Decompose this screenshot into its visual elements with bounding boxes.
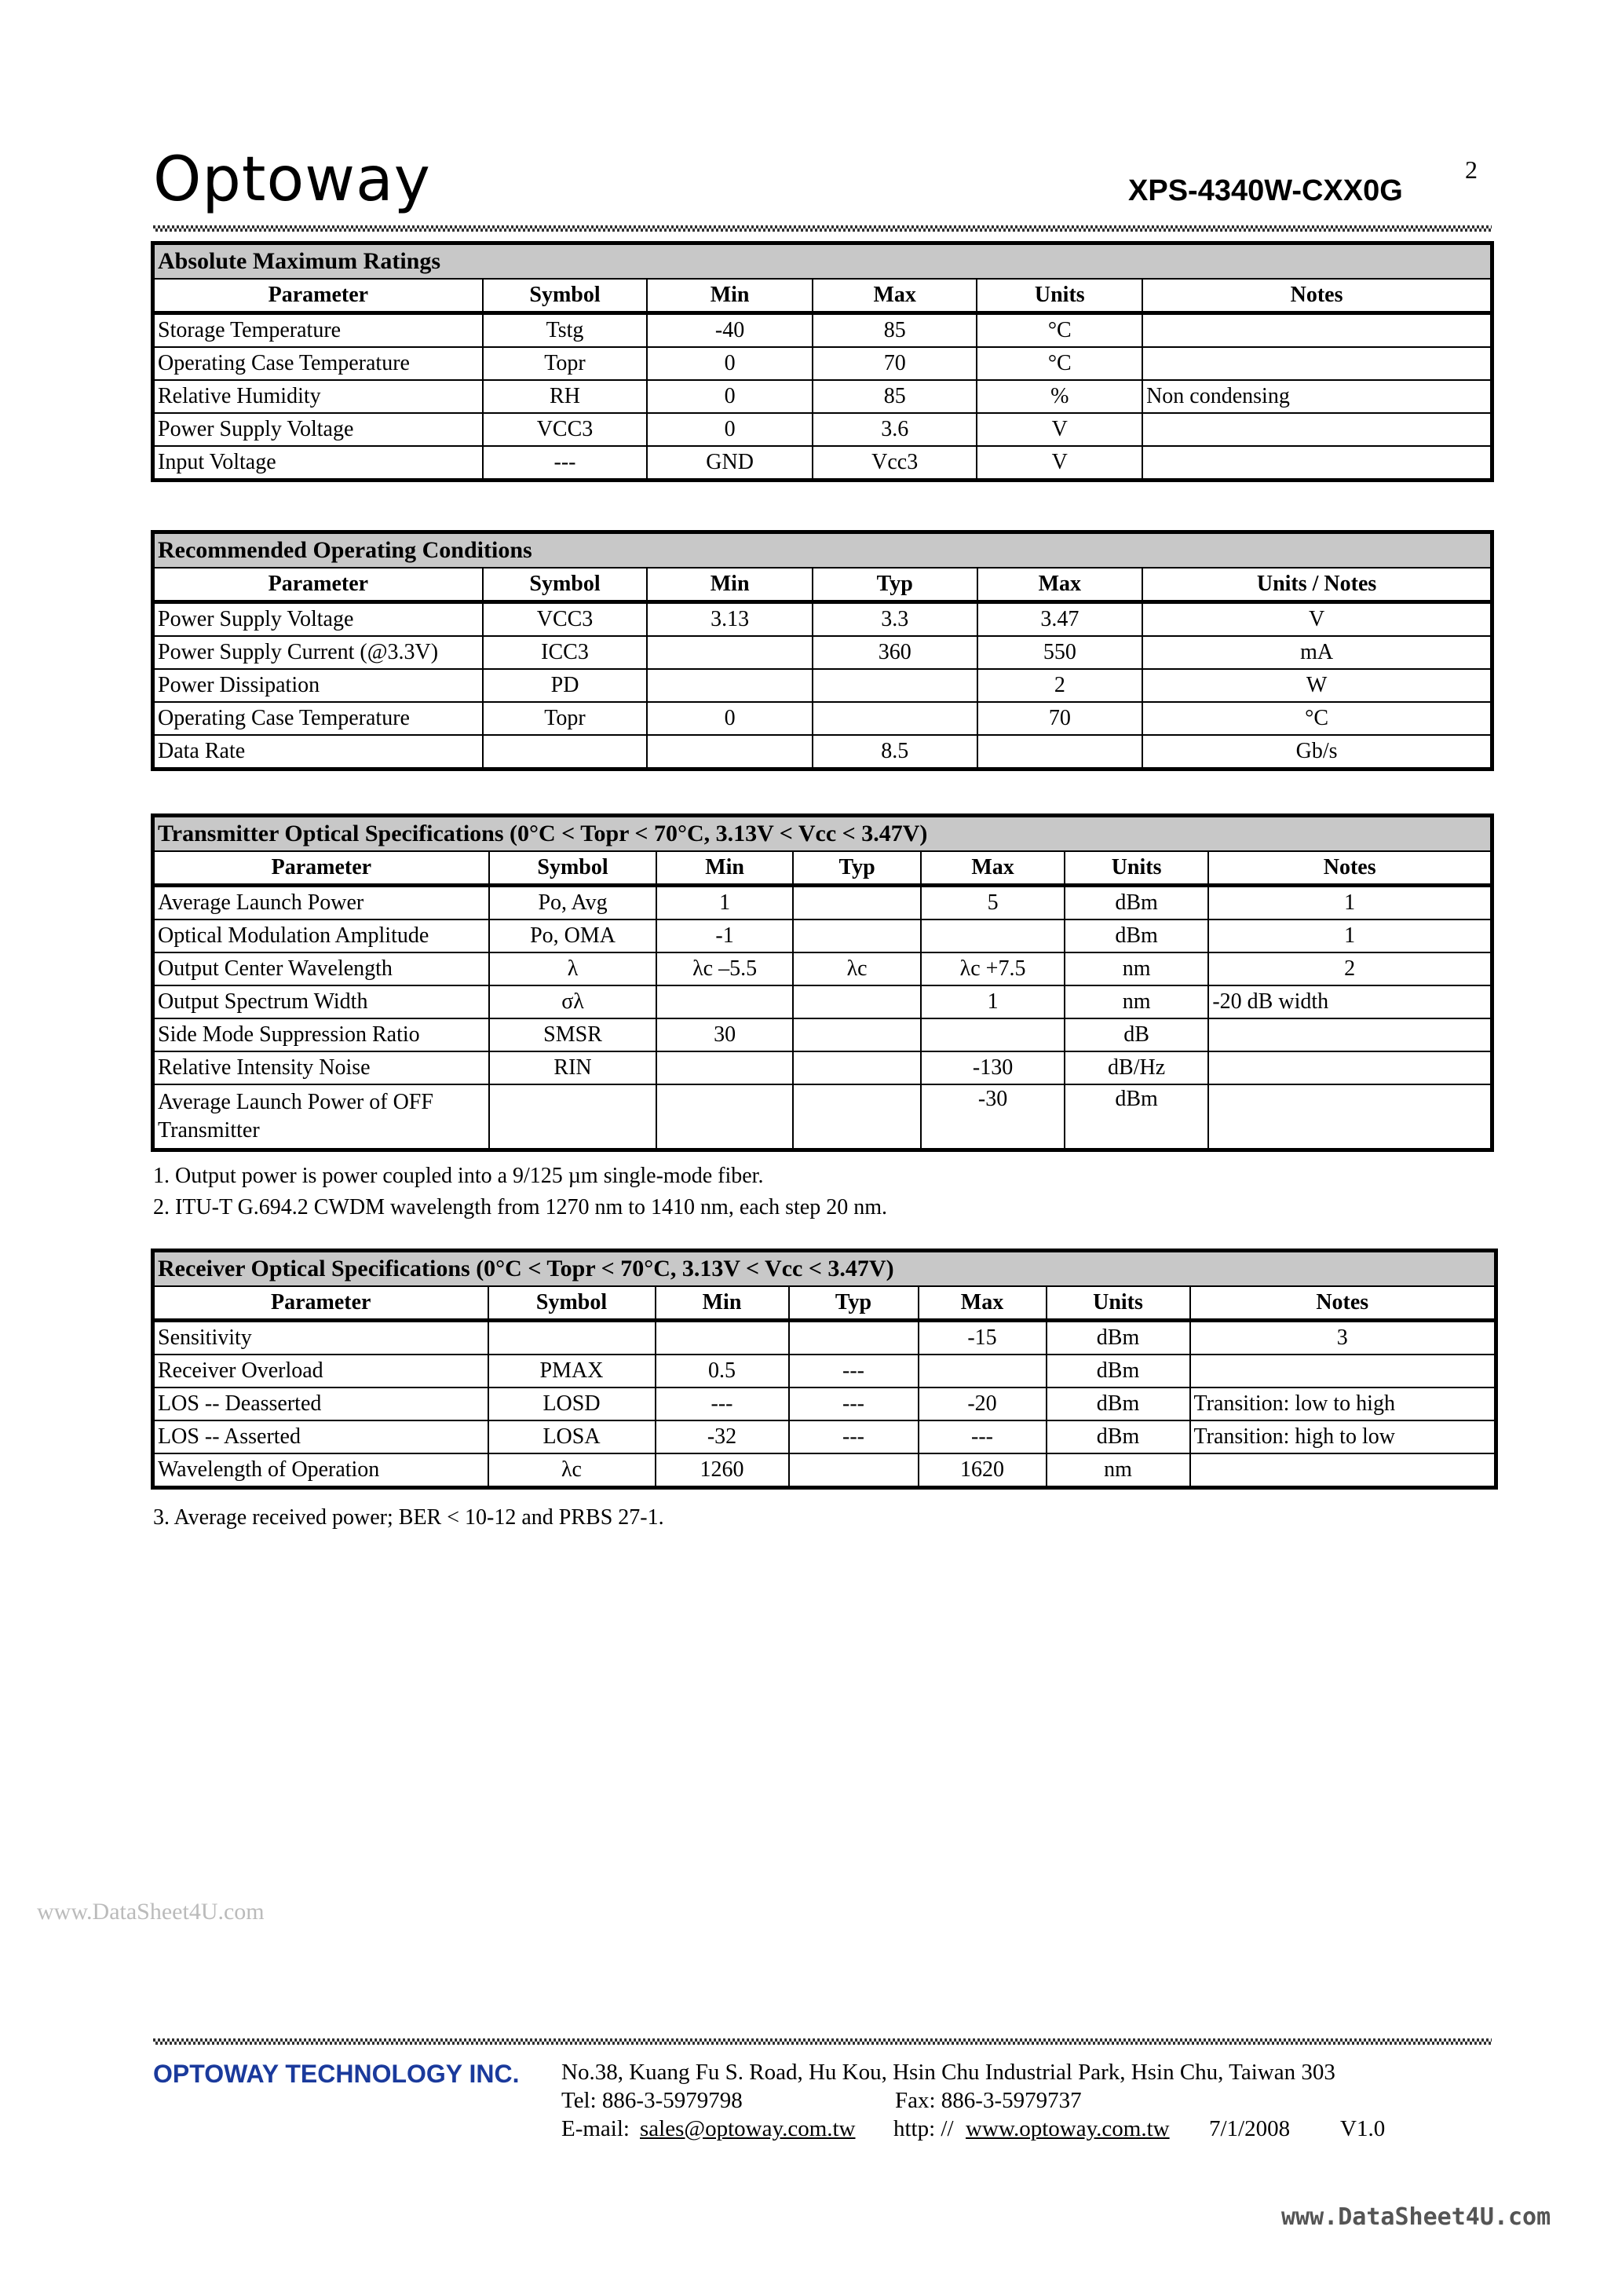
cell: dB — [1065, 1018, 1209, 1051]
cell — [793, 1084, 921, 1150]
transmitter-optical-specifications-table — [151, 813, 1494, 1152]
cell: λc +7.5 — [921, 952, 1065, 985]
cell — [647, 669, 813, 702]
cell: dBm — [1065, 919, 1209, 952]
cell: 1 — [1208, 886, 1492, 920]
cell — [488, 1321, 656, 1355]
cell: -1 — [656, 919, 793, 952]
cell: 550 — [977, 636, 1143, 669]
cell: Sensitivity — [153, 1321, 488, 1355]
cell — [656, 985, 793, 1018]
company-logo: Optoway — [153, 144, 431, 215]
table-row — [153, 380, 1492, 413]
cell — [789, 1453, 919, 1488]
cell: λc — [488, 1453, 656, 1488]
table-row — [153, 602, 1492, 637]
table-row — [153, 413, 1492, 446]
cell: V — [977, 413, 1142, 446]
footer-web-link[interactable]: www.optoway.com.tw — [966, 2116, 1170, 2141]
cell — [1142, 413, 1492, 446]
col-header: Parameter — [153, 279, 483, 313]
col-header: Symbol — [483, 568, 648, 602]
col-header: Symbol — [483, 279, 648, 313]
col-header: Typ — [813, 568, 977, 602]
col-header: Units — [977, 279, 1142, 313]
col-header: Symbol — [488, 1286, 656, 1321]
cell — [1142, 313, 1492, 348]
cell: Average Launch Power of OFF Transmitter — [153, 1084, 489, 1150]
cell — [647, 735, 813, 770]
col-header: Min — [647, 568, 813, 602]
col-header: Symbol — [489, 851, 657, 886]
cell: Wavelength of Operation — [153, 1453, 488, 1488]
cell: dBm — [1065, 1084, 1209, 1150]
footer-email-label: E-mail: — [561, 2116, 630, 2141]
cell — [919, 1355, 1047, 1387]
cell: nm — [1065, 985, 1209, 1018]
footer-http-label: http: // — [893, 2116, 954, 2141]
cell: 70 — [977, 702, 1143, 735]
table-title: Transmitter Optical Specifications (0°C < Topr < 70°C, 3.13V < Vcc < 3.47V) — [153, 816, 1492, 852]
cell: Receiver Overload — [153, 1355, 488, 1387]
cell: 2 — [977, 669, 1143, 702]
cell: GND — [647, 446, 813, 481]
col-header: Parameter — [153, 568, 483, 602]
table-row — [153, 1355, 1496, 1387]
cell: 3.47 — [977, 602, 1143, 637]
watermark: www.DataSheet4U.com — [37, 1899, 265, 1925]
cell: -15 — [919, 1321, 1047, 1355]
table-row — [153, 1084, 1492, 1150]
page-number: 2 — [1465, 155, 1478, 184]
col-header: Min — [656, 1286, 789, 1321]
cell: V — [977, 446, 1142, 481]
cell: Topr — [483, 702, 648, 735]
cell: 0.5 — [656, 1355, 789, 1387]
cell: -20 — [919, 1387, 1047, 1420]
table-row — [153, 735, 1492, 770]
cell: LOSA — [488, 1420, 656, 1453]
cell: W — [1142, 669, 1492, 702]
cell: Transition: high to low — [1190, 1420, 1496, 1453]
cell: --- — [919, 1420, 1047, 1453]
cell: Relative Intensity Noise — [153, 1051, 489, 1084]
cell — [656, 1051, 793, 1084]
cell — [793, 1018, 921, 1051]
cell: Po, Avg — [489, 886, 657, 920]
table-row — [153, 313, 1492, 348]
cell: PD — [483, 669, 648, 702]
cell: 3.3 — [813, 602, 977, 637]
cell: Average Launch Power — [153, 886, 489, 920]
cell: Storage Temperature — [153, 313, 483, 348]
col-header: Max — [921, 851, 1065, 886]
cell: 0 — [647, 380, 813, 413]
cell: --- — [789, 1355, 919, 1387]
table-row — [153, 952, 1492, 985]
cell: Topr — [483, 347, 648, 380]
cell — [793, 919, 921, 952]
cell: VCC3 — [483, 602, 648, 637]
cell: dBm — [1065, 886, 1209, 920]
cell — [647, 636, 813, 669]
cell — [921, 1018, 1065, 1051]
cell: dBm — [1047, 1355, 1190, 1387]
col-header: Notes — [1190, 1286, 1496, 1321]
cell: λ — [489, 952, 657, 985]
asterisk-divider — [153, 225, 1492, 232]
cell — [813, 669, 977, 702]
cell: Transition: low to high — [1190, 1387, 1496, 1420]
cell: SMSR — [489, 1018, 657, 1051]
watermark-bottom: www.DataSheet4U.com — [1281, 2203, 1551, 2231]
cell: 360 — [813, 636, 977, 669]
cell: 70 — [813, 347, 977, 380]
cell: Side Mode Suppression Ratio — [153, 1018, 489, 1051]
table-title: Recommended Operating Conditions — [153, 532, 1492, 569]
table-row — [153, 636, 1492, 669]
col-header: Max — [919, 1286, 1047, 1321]
table-row — [153, 919, 1492, 952]
footnote-1: 1. Output power is power coupled into a 9/125 µm single-mode fiber. — [153, 1164, 764, 1188]
cell — [489, 1084, 657, 1150]
table-title: Receiver Optical Specifications (0°C < Topr < 70°C, 3.13V < Vcc < 3.47V) — [153, 1251, 1496, 1287]
cell: --- — [789, 1420, 919, 1453]
cell: Relative Humidity — [153, 380, 483, 413]
cell: LOS -- Deasserted — [153, 1387, 488, 1420]
col-header: Max — [813, 279, 977, 313]
cell: Input Voltage — [153, 446, 483, 481]
footer-date: 7/1/2008 — [1209, 2116, 1291, 2141]
cell: -40 — [647, 313, 813, 348]
cell: Po, OMA — [489, 919, 657, 952]
cell — [1208, 1051, 1492, 1084]
cell: 1620 — [919, 1453, 1047, 1488]
cell: Gb/s — [1142, 735, 1492, 770]
cell: 1 — [921, 985, 1065, 1018]
col-header: Parameter — [153, 851, 489, 886]
cell: mA — [1142, 636, 1492, 669]
cell: σλ — [489, 985, 657, 1018]
col-header: Notes — [1208, 851, 1492, 886]
cell: 1260 — [656, 1453, 789, 1488]
cell — [793, 1051, 921, 1084]
cell: RH — [483, 380, 648, 413]
model-number: XPS-4340W-CXX0G — [1128, 174, 1403, 207]
cell — [1208, 1084, 1492, 1150]
cell: Tstg — [483, 313, 648, 348]
cell — [813, 702, 977, 735]
col-header: Units / Notes — [1142, 568, 1492, 602]
cell: -32 — [656, 1420, 789, 1453]
cell — [483, 735, 648, 770]
cell: Power Supply Voltage — [153, 413, 483, 446]
cell: dBm — [1047, 1321, 1190, 1355]
cell: 0 — [647, 702, 813, 735]
cell: % — [977, 380, 1142, 413]
col-header: Units — [1065, 851, 1209, 886]
cell: --- — [483, 446, 648, 481]
cell: -30 — [921, 1084, 1065, 1150]
table-row — [153, 1051, 1492, 1084]
col-header: Notes — [1142, 279, 1492, 313]
footnote-2: 2. ITU-T G.694.2 CWDM wavelength from 1270 nm to 1410 nm, each step 20 nm. — [153, 1195, 888, 1219]
cell: LOS -- Asserted — [153, 1420, 488, 1453]
cell: 0 — [647, 413, 813, 446]
cell: --- — [656, 1387, 789, 1420]
table-row — [153, 985, 1492, 1018]
footer-company: OPTOWAY TECHNOLOGY INC. — [153, 2060, 520, 2088]
cell: nm — [1047, 1453, 1190, 1488]
cell: V — [1142, 602, 1492, 637]
cell: dB/Hz — [1065, 1051, 1209, 1084]
cell — [793, 985, 921, 1018]
cell: dBm — [1047, 1420, 1190, 1453]
cell: LOSD — [488, 1387, 656, 1420]
cell — [656, 1321, 789, 1355]
cell — [1208, 1018, 1492, 1051]
cell: RIN — [489, 1051, 657, 1084]
table-row — [153, 1018, 1492, 1051]
cell: Optical Modulation Amplitude — [153, 919, 489, 952]
cell: Output Spectrum Width — [153, 985, 489, 1018]
cell — [921, 919, 1065, 952]
table-row — [153, 669, 1492, 702]
cell — [1190, 1355, 1496, 1387]
cell: °C — [977, 347, 1142, 380]
cell: 8.5 — [813, 735, 977, 770]
col-header: Min — [656, 851, 793, 886]
footer-email-link[interactable]: sales@optoway.com.tw — [640, 2116, 856, 2141]
cell: Power Dissipation — [153, 669, 483, 702]
cell: nm — [1065, 952, 1209, 985]
table-row — [153, 1321, 1496, 1355]
cell: Power Supply Current (@3.3V) — [153, 636, 483, 669]
cell: λc — [793, 952, 921, 985]
cell: 2 — [1208, 952, 1492, 985]
cell: Operating Case Temperature — [153, 702, 483, 735]
cell — [793, 886, 921, 920]
table-row — [153, 347, 1492, 380]
table-row — [153, 886, 1492, 920]
cell: -130 — [921, 1051, 1065, 1084]
col-header: Min — [647, 279, 813, 313]
cell: -20 dB width — [1208, 985, 1492, 1018]
cell: °C — [1142, 702, 1492, 735]
cell: Non condensing — [1142, 380, 1492, 413]
cell: 0 — [647, 347, 813, 380]
col-header: Max — [977, 568, 1143, 602]
cell: λc –5.5 — [656, 952, 793, 985]
col-header: Typ — [793, 851, 921, 886]
cell: 3.6 — [813, 413, 977, 446]
cell: Data Rate — [153, 735, 483, 770]
col-header: Units — [1047, 1286, 1190, 1321]
table-title: Absolute Maximum Ratings — [153, 243, 1492, 280]
footnote-3: 3. Average received power; BER < 10-12 and PRBS 27-1. — [153, 1505, 664, 1530]
asterisk-divider — [153, 2038, 1492, 2045]
table-row — [153, 1387, 1496, 1420]
cell: °C — [977, 313, 1142, 348]
table-row — [153, 1453, 1496, 1488]
cell: Vcc3 — [813, 446, 977, 481]
cell: 1 — [1208, 919, 1492, 952]
footer-tel: Tel: 886-3-5979798 — [561, 2088, 743, 2113]
cell: Power Supply Voltage — [153, 602, 483, 637]
cell: 85 — [813, 313, 977, 348]
receiver-optical-specifications-table — [151, 1249, 1498, 1490]
table-row — [153, 702, 1492, 735]
footer-version: V1.0 — [1340, 2116, 1386, 2141]
table-row — [153, 1420, 1496, 1453]
absolute-maximum-ratings-table — [151, 241, 1494, 482]
cell — [1142, 446, 1492, 481]
cell: 5 — [921, 886, 1065, 920]
cell: ICC3 — [483, 636, 648, 669]
footer-address: No.38, Kuang Fu S. Road, Hu Kou, Hsin Chu Industrial Park, Hsin Chu, Taiwan 303 — [561, 2060, 1335, 2085]
cell — [789, 1321, 919, 1355]
cell: PMAX — [488, 1355, 656, 1387]
cell: 1 — [656, 886, 793, 920]
footer-fax: Fax: 886-3-5979737 — [895, 2088, 1082, 2113]
cell — [1142, 347, 1492, 380]
cell: --- — [789, 1387, 919, 1420]
col-header: Typ — [789, 1286, 919, 1321]
cell: 85 — [813, 380, 977, 413]
cell: dBm — [1047, 1387, 1190, 1420]
cell: Output Center Wavelength — [153, 952, 489, 985]
col-header: Parameter — [153, 1286, 488, 1321]
cell: 30 — [656, 1018, 793, 1051]
cell: 3.13 — [647, 602, 813, 637]
cell — [1190, 1453, 1496, 1488]
recommended-operating-conditions-table — [151, 530, 1494, 771]
cell: VCC3 — [483, 413, 648, 446]
cell — [656, 1084, 793, 1150]
table-row — [153, 446, 1492, 481]
cell: Operating Case Temperature — [153, 347, 483, 380]
cell: 3 — [1190, 1321, 1496, 1355]
cell — [977, 735, 1143, 770]
